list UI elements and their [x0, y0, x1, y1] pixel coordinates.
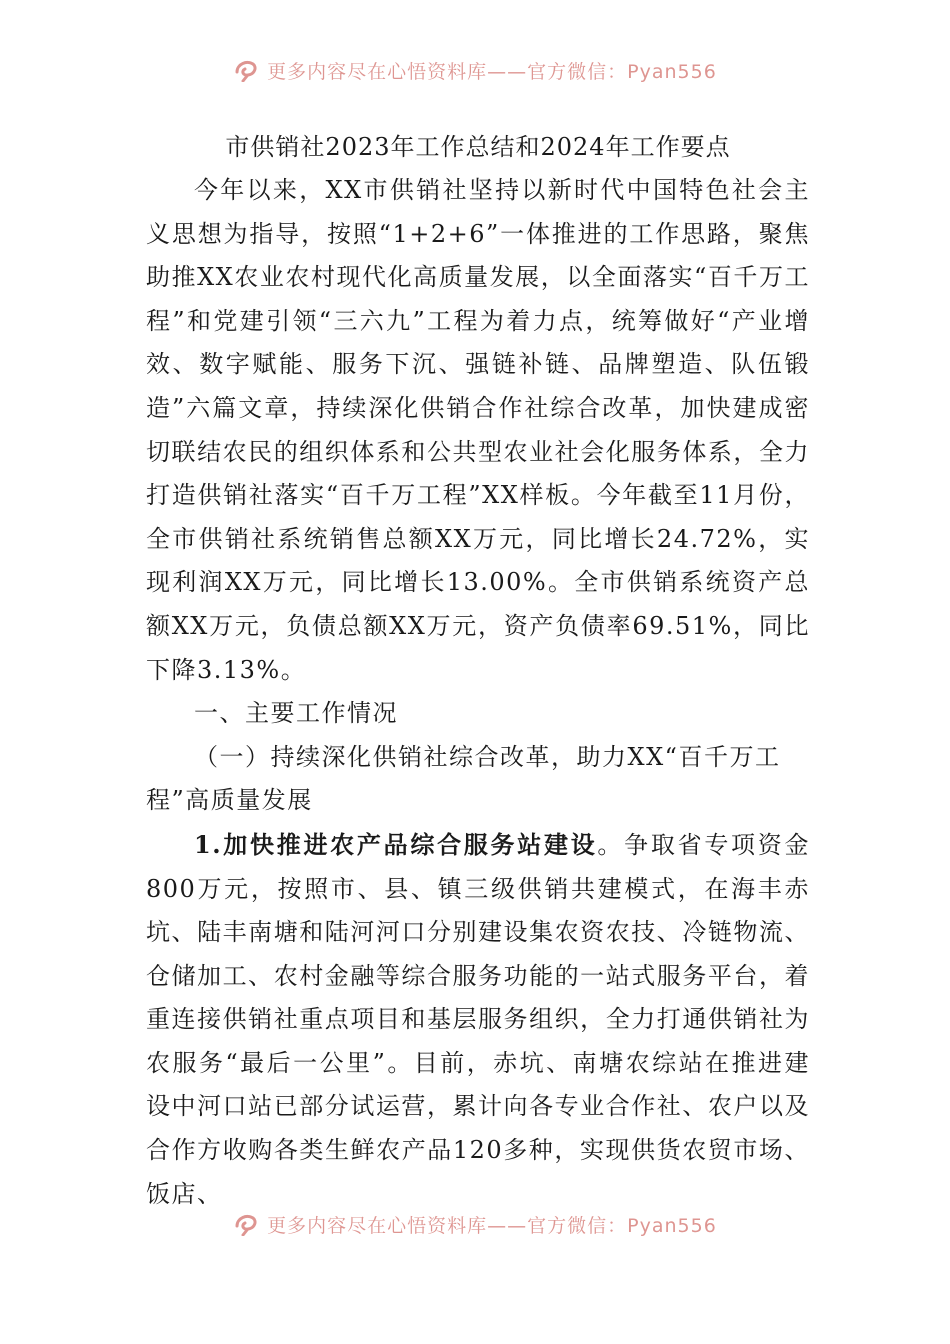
document-page [146, 125, 810, 1216]
watermark-text: 更多内容尽在心悟资料库——官方微信：Pyan556 [267, 60, 717, 83]
item-paragraph [146, 823, 810, 1216]
item-body: 。争取省专项资金800万元，按照市、县、镇三级供销共建模式，在海丰赤坑、陆丰南塘和陆河河口分别建设集农资农技、冷链物流、仓储加工、农村金融等综合服务功能的一站式服务平台，着重连接供销社重点项目和基层服务组织，全力打通供销社为农服务“最后一公里”。目前，赤坑、南塘农综站在推进建设中河口站已部分试运营，累计向各专业合作社、农户以及合作方收购各类生鲜农产品120多种，实现供货农贸市场、饭店、 [146, 830, 810, 1208]
swirl-logo-icon [233, 1212, 259, 1236]
intro-paragraph: 今年以来，XX市供销社坚持以新时代中国特色社会主义思想为指导，按照“1+2+6”一体推进的工作思路，聚焦助推XX农业农村现代化高质量发展，以全面落实“百千万工程”和党建引领“三六九”工程为着力点，统筹做好“产业增效、数字赋能、服务下沉、强链补链、品牌塑造、队伍锻造”六篇文章，持续深化供销合作社综合改革，加快建成密切联结农民的组织体系和公共型农业社会化服务体系，全力打造供销社落实“百千万工程”XX样板。今年截至11月份，全市供销社系统销售总额XX万元，同比增长24.72%，实现利润XX万元，同比增长13.00%。全市供销系统资产总额XX万元，负债总额XX万元，资产负债率69.51%，同比下降3.13%。 [146, 176, 810, 684]
item-lead: 1.加快推进农产品综合服务站建设 [194, 829, 598, 859]
document-title: 市供销社2023年工作总结和2024年工作要点 [225, 133, 731, 161]
swirl-logo-icon [233, 58, 259, 82]
subsection-heading: （一）持续深化供销社综合改革，助力XX“百千万工程”高质量发展 [146, 742, 781, 815]
watermark-top [0, 50, 950, 90]
section-heading: 一、主要工作情况 [194, 699, 398, 728]
watermark-text: 更多内容尽在心悟资料库——官方微信：Pyan556 [267, 1214, 717, 1237]
watermark-bottom [0, 1204, 950, 1244]
